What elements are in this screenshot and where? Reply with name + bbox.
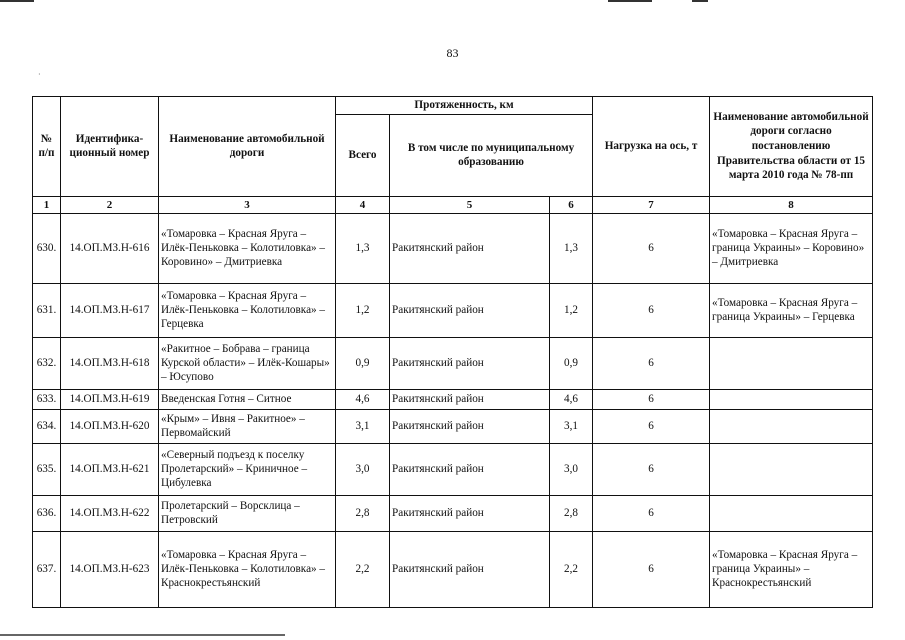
cell-road-name: «Северный подъезд к поселку Пролетарский» – Криничное – Цибулевка bbox=[159, 443, 336, 495]
cell-district-length: 0,9 bbox=[550, 337, 593, 389]
cell-ident: 14.ОП.МЗ.Н-619 bbox=[61, 389, 159, 409]
cell-road-name: Введенская Готня – Ситное bbox=[159, 389, 336, 409]
cell-district-length: 1,3 bbox=[550, 213, 593, 283]
cell-axle-load: 6 bbox=[593, 531, 710, 607]
cell-decree-name bbox=[710, 495, 873, 531]
header-including: В том числе по муниципальному образованию bbox=[390, 114, 593, 196]
cell-total: 1,2 bbox=[336, 283, 390, 337]
page-number: 83 bbox=[446, 46, 459, 60]
column-number: 4 bbox=[336, 196, 390, 213]
cell-ident: 14.ОП.МЗ.Н-622 bbox=[61, 495, 159, 531]
header-name-by-decree: Наименование автомобильной дороги согласно постановлению Правительства области от 15 марта 2010 года № 78-пп bbox=[710, 97, 873, 197]
cell-district: Ракитянский район bbox=[390, 283, 550, 337]
cell-road-name: «Томаровка – Красная Яруга – Илёк-Пеньковка – Колотиловка» – Краснокрестьянский bbox=[159, 531, 336, 607]
scan-speck: · bbox=[38, 70, 41, 79]
cell-no: 637. bbox=[33, 531, 61, 607]
cell-decree-name bbox=[710, 409, 873, 443]
cell-no: 634. bbox=[33, 409, 61, 443]
cell-no: 633. bbox=[33, 389, 61, 409]
cell-no: 630. bbox=[33, 213, 61, 283]
header-no: № п/п bbox=[33, 97, 61, 197]
cell-decree-name bbox=[710, 337, 873, 389]
table-row bbox=[33, 337, 873, 389]
cell-no: 632. bbox=[33, 337, 61, 389]
cell-total: 3,1 bbox=[336, 409, 390, 443]
cell-axle-load: 6 bbox=[593, 495, 710, 531]
column-number: 2 bbox=[61, 196, 159, 213]
cell-total: 0,9 bbox=[336, 337, 390, 389]
scan-edge-mark bbox=[0, 0, 34, 2]
cell-ident: 14.ОП.МЗ.Н-620 bbox=[61, 409, 159, 443]
cell-ident: 14.ОП.МЗ.Н-618 bbox=[61, 337, 159, 389]
table-row bbox=[33, 213, 873, 283]
cell-district: Ракитянский район bbox=[390, 213, 550, 283]
cell-district-length: 2,8 bbox=[550, 495, 593, 531]
cell-district-length: 2,2 bbox=[550, 531, 593, 607]
column-number: 8 bbox=[710, 196, 873, 213]
table-row bbox=[33, 283, 873, 337]
table-row bbox=[33, 443, 873, 495]
cell-district: Ракитянский район bbox=[390, 409, 550, 443]
column-number: 6 bbox=[550, 196, 593, 213]
cell-decree-name: «Томаровка – Красная Яруга – граница Украины» – Коровино» – Дмитриевка bbox=[710, 213, 873, 283]
scan-edge-mark bbox=[692, 0, 708, 2]
cell-axle-load: 6 bbox=[593, 409, 710, 443]
cell-total: 3,0 bbox=[336, 443, 390, 495]
cell-total: 2,8 bbox=[336, 495, 390, 531]
cell-axle-load: 6 bbox=[593, 389, 710, 409]
cell-district-length: 4,6 bbox=[550, 389, 593, 409]
header-total: Всего bbox=[336, 114, 390, 196]
scan-edge-mark bbox=[0, 634, 285, 636]
cell-district-length: 3,0 bbox=[550, 443, 593, 495]
cell-decree-name: «Томаровка – Красная Яруга – граница Украины» – Краснокрестьянский bbox=[710, 531, 873, 607]
cell-no: 636. bbox=[33, 495, 61, 531]
cell-ident: 14.ОП.МЗ.Н-621 bbox=[61, 443, 159, 495]
cell-district-length: 3,1 bbox=[550, 409, 593, 443]
cell-district: Ракитянский район bbox=[390, 495, 550, 531]
cell-road-name: «Томаровка – Красная Яруга – Илёк-Пеньковка – Колотиловка» – Герцевка bbox=[159, 283, 336, 337]
cell-axle-load: 6 bbox=[593, 213, 710, 283]
scan-edge-mark bbox=[608, 0, 652, 2]
cell-total: 1,3 bbox=[336, 213, 390, 283]
cell-decree-name bbox=[710, 443, 873, 495]
header-length-group: Протяженность, км bbox=[336, 97, 593, 115]
cell-road-name: Пролетарский – Ворсклица – Петровский bbox=[159, 495, 336, 531]
header-road-name: Наименование автомобильной дороги bbox=[159, 97, 336, 197]
cell-decree-name bbox=[710, 389, 873, 409]
cell-total: 4,6 bbox=[336, 389, 390, 409]
cell-no: 635. bbox=[33, 443, 61, 495]
cell-ident: 14.ОП.МЗ.Н-617 bbox=[61, 283, 159, 337]
cell-ident: 14.ОП.МЗ.Н-616 bbox=[61, 213, 159, 283]
cell-axle-load: 6 bbox=[593, 283, 710, 337]
cell-road-name: «Ракитное – Бобрава – граница Курской области» – Илёк-Кошары» – Юсупово bbox=[159, 337, 336, 389]
column-number: 1 bbox=[33, 196, 61, 213]
cell-district: Ракитянский район bbox=[390, 531, 550, 607]
column-number: 7 bbox=[593, 196, 710, 213]
roads-table bbox=[32, 96, 873, 608]
column-number: 5 bbox=[390, 196, 550, 213]
cell-ident: 14.ОП.МЗ.Н-623 bbox=[61, 531, 159, 607]
table-row bbox=[33, 495, 873, 531]
cell-district-length: 1,2 bbox=[550, 283, 593, 337]
header-axle-load: Нагрузка на ось, т bbox=[593, 97, 710, 197]
cell-district: Ракитянский район bbox=[390, 337, 550, 389]
table-row bbox=[33, 531, 873, 607]
cell-no: 631. bbox=[33, 283, 61, 337]
cell-axle-load: 6 bbox=[593, 337, 710, 389]
column-number: 3 bbox=[159, 196, 336, 213]
cell-district: Ракитянский район bbox=[390, 389, 550, 409]
table-row bbox=[33, 409, 873, 443]
table-row bbox=[33, 389, 873, 409]
cell-total: 2,2 bbox=[336, 531, 390, 607]
cell-road-name: «Крым» – Ивня – Ракитное» – Первомайский bbox=[159, 409, 336, 443]
header-ident: Идентифика-ционный номер bbox=[61, 97, 159, 197]
cell-decree-name: «Томаровка – Красная Яруга – граница Украины» – Герцевка bbox=[710, 283, 873, 337]
cell-road-name: «Томаровка – Красная Яруга – Илёк-Пеньковка – Колотиловка» – Коровино» – Дмитриевка bbox=[159, 213, 336, 283]
cell-district: Ракитянский район bbox=[390, 443, 550, 495]
cell-axle-load: 6 bbox=[593, 443, 710, 495]
